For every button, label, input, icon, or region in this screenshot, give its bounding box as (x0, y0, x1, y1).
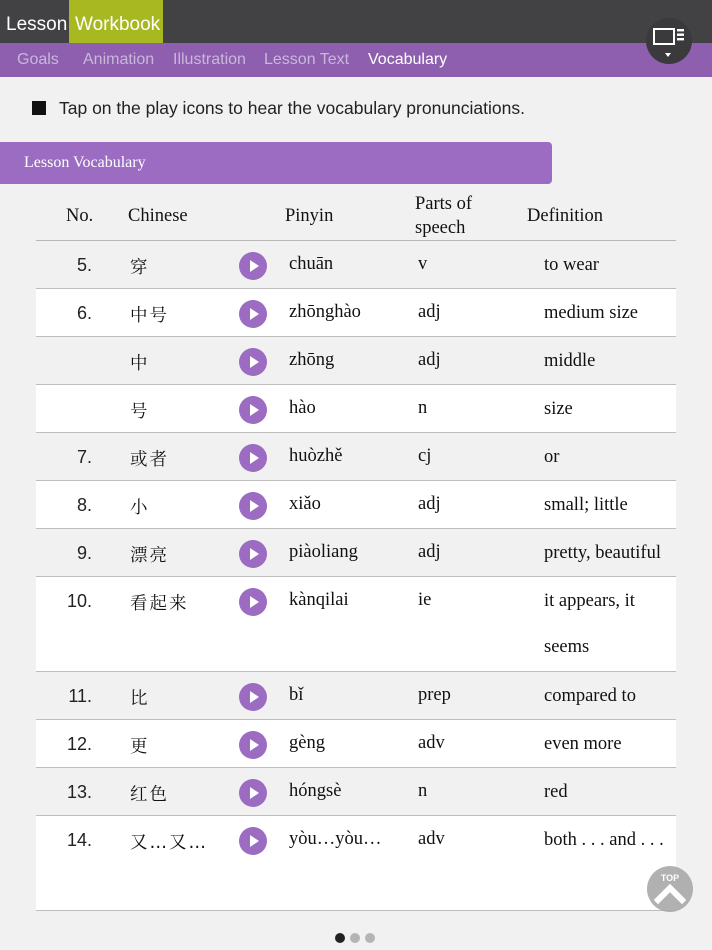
tab-lesson-text[interactable]: Lesson Text (264, 51, 350, 68)
page-dot[interactable] (365, 933, 375, 943)
row-definition: it appears, it seems (544, 591, 635, 657)
row-number: 7. (76, 447, 92, 467)
row-definition: pretty, beautiful (544, 543, 661, 563)
table-row (36, 720, 676, 768)
bullet-square-icon (32, 101, 46, 115)
table-row (36, 481, 676, 529)
tab-workbook[interactable]: Workbook (69, 0, 163, 43)
row-number: 9. (76, 543, 92, 563)
play-button[interactable] (239, 731, 267, 759)
row-chinese: 小 (130, 498, 150, 518)
play-button[interactable] (239, 396, 267, 424)
row-definition: compared to (544, 686, 636, 706)
row-pos: v (418, 254, 428, 274)
table-row (36, 768, 676, 816)
header-no: No. (66, 206, 94, 226)
tab-lesson[interactable]: Lesson (6, 14, 68, 35)
page-dot[interactable] (350, 933, 360, 943)
row-pos: adv (418, 829, 445, 849)
play-button[interactable] (239, 300, 267, 328)
row-pinyin: hào (289, 398, 316, 418)
play-button[interactable] (239, 779, 267, 807)
table-row (36, 672, 676, 720)
row-number: 12. (66, 734, 92, 754)
row-number: 5. (76, 255, 92, 275)
row-number: 14. (66, 830, 92, 850)
section-title: Lesson Vocabulary (0, 142, 552, 184)
row-pos: adj (418, 494, 441, 514)
row-pinyin: zhōng (289, 350, 335, 370)
play-button[interactable] (239, 444, 267, 472)
row-number: 8. (76, 495, 92, 515)
header-pinyin: Pinyin (285, 206, 334, 226)
row-number: 11. (68, 686, 92, 706)
row-pinyin: xiǎo (289, 494, 321, 514)
table-row (36, 816, 676, 911)
play-button[interactable] (239, 348, 267, 376)
top-label: TOP (660, 873, 680, 883)
menu-button[interactable] (646, 18, 692, 64)
instruction (32, 98, 525, 119)
row-pinyin: bǐ (289, 685, 304, 705)
row-chinese: 又…又… (130, 833, 208, 853)
chevron-up-icon (647, 866, 693, 912)
row-pinyin: piàoliang (289, 542, 358, 562)
row-definition: middle (544, 351, 596, 371)
header-chinese: Chinese (128, 206, 188, 226)
page-indicator (335, 930, 380, 948)
tab-goals[interactable]: Goals (17, 51, 59, 68)
row-chinese: 中 (130, 354, 150, 374)
row-chinese: 比 (130, 689, 150, 709)
row-pinyin: huòzhě (289, 446, 343, 466)
row-pos: adj (418, 350, 441, 370)
row-pos: prep (418, 685, 451, 705)
row-chinese: 漂亮 (130, 546, 169, 566)
header-pos-line1: Parts of (415, 194, 473, 214)
row-definition: even more (544, 734, 622, 754)
row-chinese: 或者 (130, 450, 169, 470)
row-definition: small; little (544, 495, 628, 515)
play-button[interactable] (239, 252, 267, 280)
table-row (36, 241, 676, 289)
table-row (36, 289, 676, 337)
header-pos-line2: speech (415, 218, 466, 238)
header-definition: Definition (527, 206, 604, 226)
row-number: 6. (76, 303, 92, 323)
top-bar (0, 0, 712, 43)
row-pinyin: yòu…yòu… (289, 829, 382, 849)
tab-animation[interactable]: Animation (83, 51, 155, 68)
row-pos: n (418, 781, 428, 801)
table-row (36, 529, 676, 577)
row-definition: or (544, 447, 560, 467)
row-pos: n (418, 398, 428, 418)
row-chinese: 穿 (130, 258, 150, 278)
table-row (36, 577, 676, 672)
play-button[interactable] (239, 540, 267, 568)
back-to-top-button[interactable] (647, 866, 693, 912)
row-chinese: 红色 (130, 785, 169, 805)
row-chinese: 看起来 (130, 594, 189, 614)
play-button[interactable] (239, 492, 267, 520)
row-pinyin: kànqilai (289, 590, 349, 610)
row-pos: adv (418, 733, 445, 753)
play-button[interactable] (239, 827, 267, 855)
row-pos: adj (418, 542, 441, 562)
section-nav (0, 43, 712, 77)
row-number: 10. (66, 591, 92, 611)
row-pinyin: zhōnghào (289, 302, 361, 322)
tab-illustration[interactable]: Illustration (173, 51, 246, 68)
instruction-text: Tap on the play icons to hear the vocabulary pronunciations. (59, 98, 525, 118)
play-button[interactable] (239, 683, 267, 711)
tab-vocabulary[interactable]: Vocabulary (368, 51, 448, 68)
row-pos: adj (418, 302, 441, 322)
row-definition: medium size (544, 303, 639, 323)
row-definition: red (544, 782, 568, 802)
menu-icon (646, 18, 692, 64)
row-chinese: 中号 (130, 306, 169, 326)
play-button[interactable] (239, 588, 267, 616)
table-row (36, 337, 676, 385)
row-chinese: 号 (130, 402, 150, 422)
row-pinyin: gèng (289, 733, 325, 753)
row-pinyin: chuān (289, 254, 334, 274)
table-row (36, 433, 676, 481)
row-definition: to wear (544, 255, 599, 275)
row-number: 13. (66, 782, 92, 802)
row-definition: both . . . and . . . (544, 830, 664, 850)
table-row (36, 385, 676, 433)
row-pos: ie (418, 590, 432, 610)
page-dot[interactable] (335, 933, 345, 943)
row-pinyin: hóngsè (289, 781, 342, 801)
row-definition: size (544, 399, 573, 419)
row-chinese: 更 (130, 737, 150, 757)
row-pos: cj (418, 446, 432, 466)
